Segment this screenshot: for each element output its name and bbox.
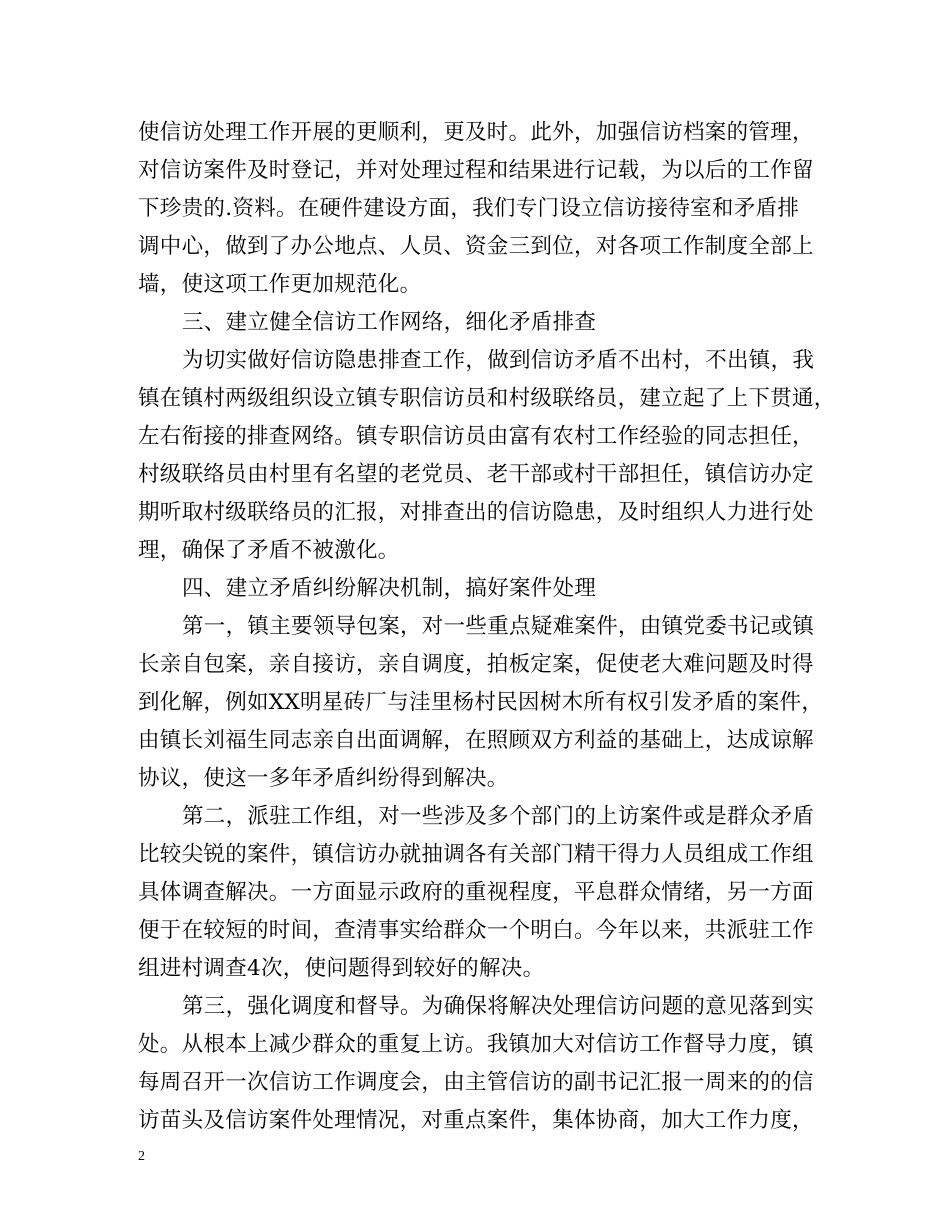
text-line: 下珍贵的.资料。在硬件建设方面，我们专门设立信访接待室和矛盾排 — [138, 196, 800, 221]
text-line: 调中心，做到了办公地点、人员、资金三到位，对各项工作制度全部上 — [138, 234, 814, 259]
text-line: 协议，使这一多年矛盾纠纷得到解决。 — [138, 766, 509, 791]
text-line: 长亲自包案，亲自接访，亲自调度，拍板定案，促使老大难问题及时得 — [138, 652, 814, 677]
text-line: 处。从根本上减少群众的重复上访。我镇加大对信访工作督导力度，镇 — [138, 1032, 814, 1057]
text-line: 第二，派驻工作组，对一些涉及多个部门的上访案件或是群众矛盾 — [182, 804, 815, 829]
text-line: 组进村调查4次，使问题得到较好的解决。 — [138, 956, 545, 981]
text-line: 每周召开一次信访工作调度会，由主管信访的副书记汇报一周来的的信 — [138, 1070, 814, 1095]
text-line: 理，确保了矛盾不被激化。 — [138, 538, 400, 563]
text-line: 为切实做好信访隐患排查工作，做到信访矛盾不出村，不出镇，我 — [182, 348, 815, 373]
text-line: 第一，镇主要领导包案，对一些重点疑难案件，由镇党委书记或镇 — [182, 614, 815, 639]
text-line: 村级联络员由村里有名望的老党员、老干部或村干部担任，镇信访办定 — [138, 462, 814, 487]
section-heading: 四、建立矛盾纠纷解决机制，搞好案件处理 — [182, 576, 597, 601]
text-line: 第三，强化调度和督导。为确保将解决处理信访问题的意见落到实 — [182, 994, 815, 1019]
text-line: 到化解，例如XX明星砖厂与洼里杨村民因树木所有权引发矛盾的案件， — [138, 690, 824, 715]
text-line: 镇在镇村两级组织设立镇专职信访员和村级联络员，建立起了上下贯通， — [138, 386, 836, 411]
text-line: 左右衔接的排查网络。镇专职信访员由富有农村工作经验的同志担任， — [138, 424, 814, 449]
text-line: 对信访案件及时登记，并对处理过程和结果进行记载，为以后的工作留 — [138, 158, 814, 183]
text-line: 期听取村级联络员的汇报，对排查出的信访隐患，及时组织人力进行处 — [138, 500, 814, 525]
text-line: 访苗头及信访案件处理情况，对重点案件，集体协商，加大工作力度， — [138, 1108, 814, 1133]
text-line: 使信访处理工作开展的更顺利，更及时。此外，加强信访档案的管理， — [138, 120, 814, 145]
section-heading: 三、建立健全信访工作网络，细化矛盾排查 — [182, 310, 597, 335]
text-line: 具体调查解决。一方面显示政府的重视程度，平息群众情绪，另一方面 — [138, 880, 814, 905]
page-number: 2 — [138, 1149, 145, 1164]
text-line: 比较尖锐的案件，镇信访办就抽调各有关部门精干得力人员组成工作组 — [138, 842, 814, 867]
text-line: 墙，使这项工作更加规范化。 — [138, 272, 422, 297]
text-line: 便于在较短的时间，查清事实给群众一个明白。今年以来，共派驻工作 — [138, 918, 814, 943]
text-line: 由镇长刘福生同志亲自出面调解，在照顾双方利益的基础上，达成谅解 — [138, 728, 814, 753]
